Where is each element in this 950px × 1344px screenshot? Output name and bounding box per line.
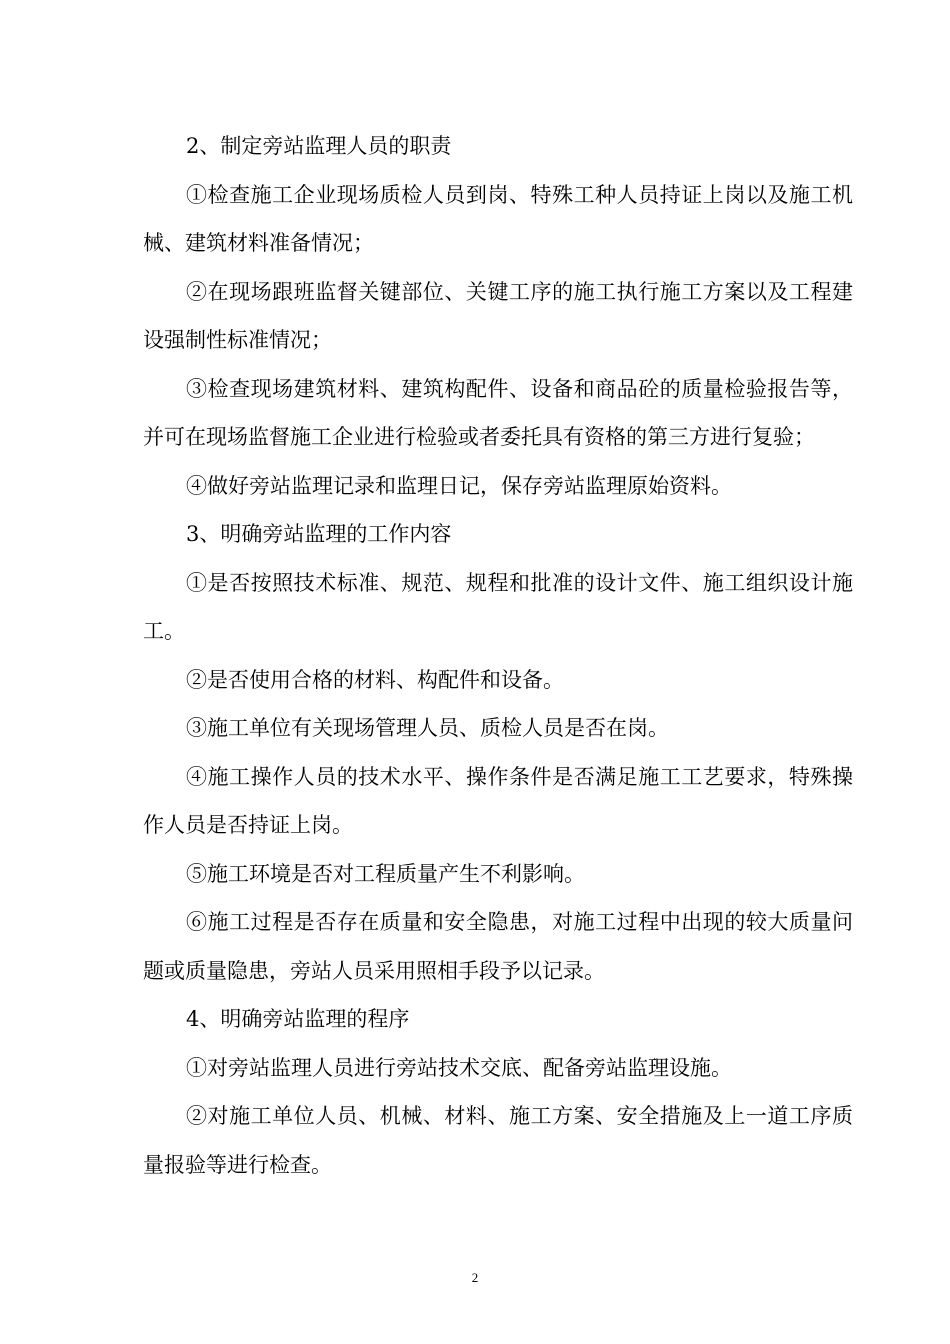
paragraph: ①对旁站监理人员进行旁站技术交底、配备旁站监理设施。 (186, 1055, 732, 1080)
paragraph: ⑤施工环境是否对工程质量产生不利影响。 (186, 861, 585, 886)
paragraph: ⑥施工过程是否存在质量和安全隐患，对施工过程中出现的较大质量问题或质量隐患，旁站人员采用照相手段予以记录。 (143, 910, 853, 983)
paragraph: ①检查施工企业现场质检人员到岗、特殊工种人员持证上岗以及施工机械、建筑材料准备情况； (143, 182, 853, 255)
paragraph: ②对施工单位人员、机械、材料、施工方案、安全措施及上一道工序质量报验等进行检查。 (143, 1104, 853, 1177)
section-heading-procedure: 4、明确旁站监理的程序 (186, 1007, 410, 1031)
paragraph: ②是否使用合格的材料、构配件和设备。 (186, 667, 564, 692)
paragraph: ③施工单位有关现场管理人员、质检人员是否在岗。 (186, 716, 669, 740)
document-body (143, 122, 853, 1189)
paragraph: ②在现场跟班监督关键部位、关键工序的施工执行施工方案以及工程建设强制性标准情况； (143, 279, 853, 352)
section-heading-responsibilities: 2、制定旁站监理人员的职责 (186, 134, 452, 158)
paragraph: ④施工操作人员的技术水平、操作条件是否满足施工工艺要求，特殊操作人员是否持证上岗。 (143, 764, 853, 837)
paragraph: ④做好旁站监理记录和监理日记，保存旁站监理原始资料。 (186, 473, 732, 498)
paragraph: ③检查现场建筑材料、建筑构配件、设备和商品砼的质量检验报告等，并可在现场监督施工企业进行检验或者委托具有资格的第三方进行复验； (143, 376, 853, 449)
section-heading-work-content: 3、明确旁站监理的工作内容 (186, 522, 452, 546)
page-number: 2 (471, 1270, 479, 1285)
paragraph: ①是否按照技术标准、规范、规程和批准的设计文件、施工组织设计施工。 (143, 570, 853, 643)
